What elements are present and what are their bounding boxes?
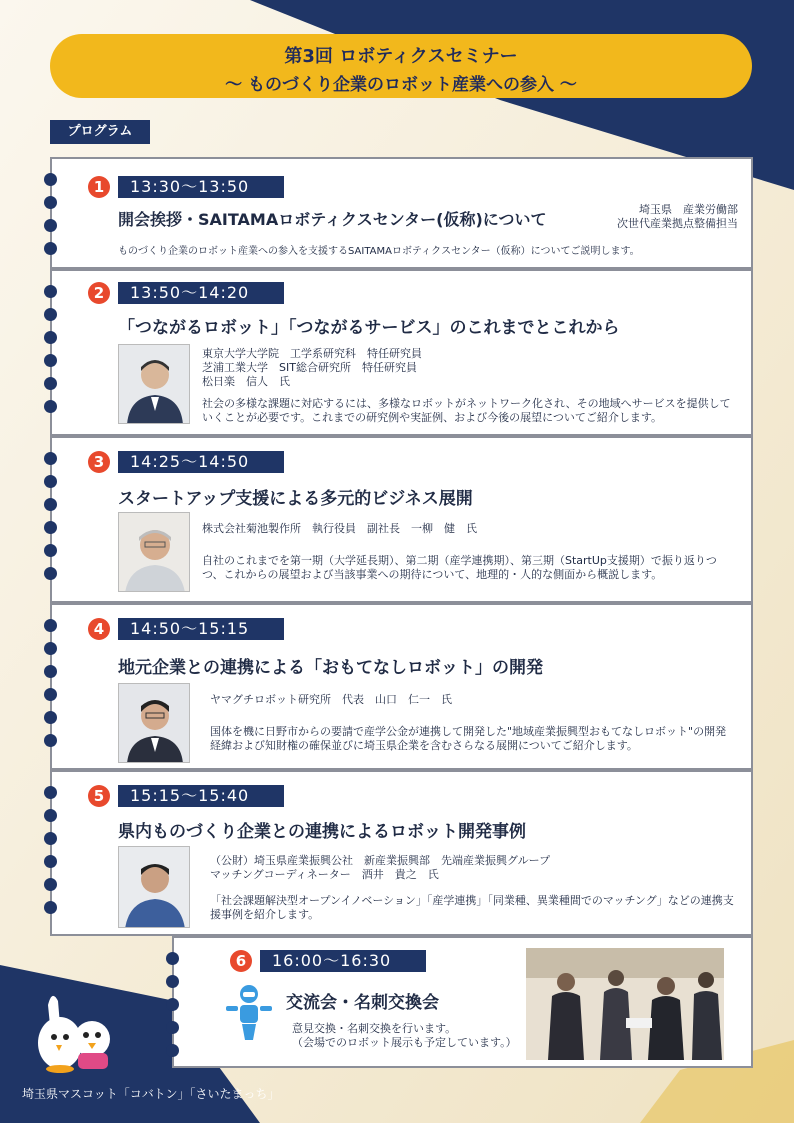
session-speaker: 東京大学大学院 工学系研究科 特任研究員 芝浦工業大学 SIT総合研究所 特任研究員 松日楽 信人 氏 [202, 347, 422, 388]
session-number: 2 [88, 282, 110, 304]
session-description: ものづくり企業のロボット産業への参入を支援するSAITAMAロボティクスセンター（仮称）についてご説明します。 [118, 246, 640, 257]
speaker-photo [118, 512, 190, 592]
session-description: 自社のこれまでを第一期（大学延長期）、第二期（産学連携期）、第三期（StartUp支援期）で振り返りつつ、これからの展望および当該事業への期待について、地理的・人的な側面から概説します。 [202, 554, 717, 581]
session-number: 3 [88, 451, 110, 473]
session-title: 交流会・名刺交換会 [286, 993, 439, 1013]
networking-photo [526, 948, 724, 1060]
session-time: 14:25～14:50 [118, 451, 284, 473]
mascot-caption: 埼玉県マスコット「コバトン」「さいたまっち」 [22, 1087, 280, 1101]
robot-icon [224, 982, 274, 1042]
session-speaker: 株式会社菊池製作所 執行役員 副社長 一柳 健 氏 [202, 522, 477, 535]
program-label: プログラム [50, 120, 150, 144]
session-title: 県内ものづくり企業との連携によるロボット開発事例 [118, 822, 526, 842]
page-subtitle: ～ ものづくり企業のロボット産業への参入 ～ [225, 75, 577, 95]
session-time: 15:15～15:40 [118, 785, 284, 807]
session-title: 開会挨拶・SAITAMAロボティクスセンター(仮称)について [118, 210, 547, 229]
session-card-5 [50, 770, 753, 936]
session-speaker: ヤマグチロボット研究所 代表 山口 仁一 氏 [210, 693, 452, 706]
session-time: 14:50～15:15 [118, 618, 284, 640]
session-title: 「つながるロボット」「つながるサービス」のこれまでとこれから [118, 318, 620, 338]
speaker-photo [118, 344, 190, 424]
session-card-4 [50, 603, 753, 770]
session-number: 1 [88, 176, 110, 198]
mascot-illustration [28, 985, 118, 1075]
session-card-2 [50, 269, 753, 436]
session-number: 4 [88, 618, 110, 640]
session-description: 「社会課題解決型オープンイノベーション」「産学連携」「同業種、異業種間でのマッチング」などの連携支援事例を紹介します。 [210, 894, 734, 921]
binder-dots [166, 952, 188, 1067]
session-number: 6 [230, 950, 252, 972]
session-card-3 [50, 436, 753, 603]
session-card-6 [172, 936, 753, 1068]
binder-dots [44, 173, 66, 265]
session-description: 意見交換・名刺交換を行います。 （会場でのロボット展示も予定しています。） [292, 1022, 517, 1049]
binder-dots [44, 786, 66, 924]
binder-dots [44, 285, 66, 423]
page-title: 第3回 ロボティクスセミナー [284, 46, 518, 67]
session-description: 国体を機に日野市からの要請で産学公金が連携して開発した"地域産業振興型おもてなしロボット"の開発経緯および知財権の確保並びに埼玉県企業を含むさらなる展開についてご紹介します。 [210, 725, 727, 752]
session-speaker: （公財）埼玉県産業振興公社 新産業振興部 先端産業振興グループ マッチングコーディネーター 酒井 貴之 氏 [210, 854, 551, 881]
session-title: 地元企業との連携による「おもてなしロボット」の開発 [118, 658, 543, 678]
session-time: 13:50～14:20 [118, 282, 284, 304]
binder-dots [44, 452, 66, 590]
session-speaker: 埼玉県 産業労働部 次世代産業拠点整備担当 [617, 203, 738, 230]
speaker-photo [118, 846, 190, 928]
session-description: 社会の多様な課題に対応するには、多様なロボットがネットワーク化され、その地域へサービスを提供していくことが必要です。これまでの研究例や実証例、および今後の展望についてご紹介します。 [202, 397, 731, 424]
session-title: スタートアップ支援による多元的ビジネス展開 [118, 489, 473, 509]
session-time: 13:30～13:50 [118, 176, 284, 198]
session-number: 5 [88, 785, 110, 807]
title-banner [50, 34, 752, 98]
speaker-photo [118, 683, 190, 763]
session-time: 16:00～16:30 [260, 950, 426, 972]
session-card-1 [50, 157, 753, 269]
binder-dots [44, 619, 66, 757]
